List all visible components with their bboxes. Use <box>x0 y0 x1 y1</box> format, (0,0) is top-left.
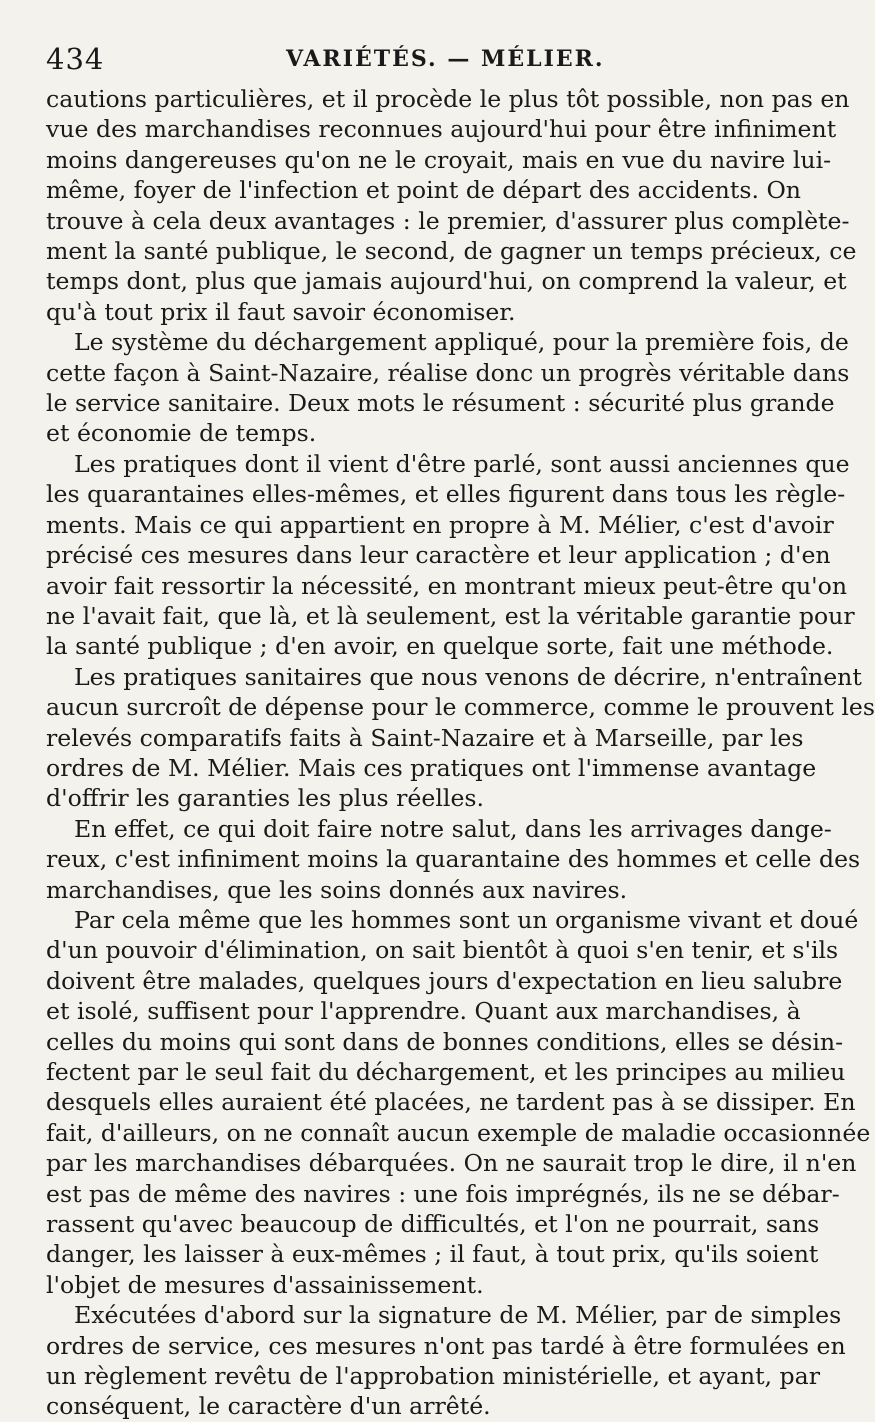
text-line: vue des marchandises reconnues aujourd'hui pour être infiniment <box>46 115 837 144</box>
text-line: temps dont, plus que jamais aujourd'hui, on comprend la valeur, et <box>46 267 847 296</box>
text-line: cette façon à Saint-Nazaire, réalise donc un progrès véritable dans <box>46 358 850 387</box>
text-line: les quarantaines elles-mêmes, et elles figurent dans tous les règle- <box>46 480 846 509</box>
text-line: Les pratiques dont il vient d'être parlé, sont aussi anciennes que <box>74 449 850 478</box>
text-line: est pas de même des navires : une fois imprégnés, ils ne se débar- <box>46 1179 840 1208</box>
page-number: 434 <box>46 42 105 76</box>
text-line: le service sanitaire. Deux mots le résument : sécurité plus grande <box>46 389 835 418</box>
paragraph <box>46 814 861 905</box>
text-line: d'offrir les garanties les plus réelles. <box>46 784 485 813</box>
text-line: conséquent, le caractère d'un arrêté. <box>46 1392 491 1421</box>
text-line: avoir fait ressortir la nécessité, en montrant mieux peut-être qu'on <box>46 571 848 600</box>
paragraph <box>46 449 855 662</box>
paragraph <box>46 905 871 1300</box>
text-line: Exécutées d'abord sur la signature de M. Mélier, par de simples <box>74 1301 842 1330</box>
text-line: danger, les laisser à eux-mêmes ; il faut, à tout prix, qu'ils soient <box>46 1240 819 1269</box>
text-line: l'objet de mesures d'assainissement. <box>46 1270 484 1299</box>
text-line: cautions particulières, et il procède le plus tôt possible, non pas en <box>46 85 850 113</box>
paragraph <box>46 662 875 814</box>
text-line: trouve à cela deux avantages : le premier, d'assurer plus complète- <box>46 206 850 235</box>
text-line: aucun surcroît de dépense pour le commerce, comme le prouvent les <box>46 693 875 722</box>
text-line: celles du moins qui sont dans de bonnes conditions, elles se désin- <box>46 1027 844 1056</box>
text-line: et économie de temps. <box>46 419 317 448</box>
text-line: fectent par le seul fait du déchargement, et les principes au milieu <box>46 1058 846 1086</box>
text-line: Les pratiques sanitaires que nous venons de décrire, n'entraînent <box>74 662 862 691</box>
text-line: qu'à tout prix il faut savoir économiser. <box>46 297 516 326</box>
text-line: ordres de service, ces mesures n'ont pas tardé à être formulées en <box>46 1331 846 1360</box>
text-line: d'un pouvoir d'élimination, on sait bientôt à quoi s'en tenir, et s'ils <box>46 936 839 965</box>
text-line: Par cela même que les hommes sont un organisme vivant et doué <box>74 905 859 934</box>
text-line: rassent qu'avec beaucoup de difficultés, et l'on ne pourrait, sans <box>46 1210 820 1239</box>
text-line: ments. Mais ce qui appartient en propre à M. Mélier, c'est d'avoir <box>46 510 834 539</box>
text-line: et isolé, suffisent pour l'apprendre. Quant aux marchandises, à <box>46 997 801 1026</box>
paragraph <box>46 84 857 327</box>
text-line: relevés comparatifs faits à Saint-Nazaire et à Marseille, par les <box>46 723 804 752</box>
text-line: desquels elles auraient été placées, ne tardent pas à se dissiper. En <box>46 1088 856 1117</box>
text-line: précisé ces mesures dans leur caractère et leur application ; d'en <box>46 541 831 570</box>
text-line: même, foyer de l'infection et point de départ des accidents. On <box>46 176 801 205</box>
text-line: fait, d'ailleurs, on ne connaît aucun exemple de maladie occasionnée <box>46 1118 871 1147</box>
paragraph <box>46 327 850 449</box>
text-line: doivent être malades, quelques jours d'expectation en lieu salubre <box>46 966 843 995</box>
text-line: Le système du déchargement appliqué, pour la première fois, de <box>74 328 849 357</box>
text-line: un règlement revêtu de l'approbation ministérielle, et ayant, par <box>46 1362 820 1391</box>
paragraph <box>46 1300 846 1422</box>
text-line: la santé publique ; d'en avoir, en quelque sorte, fait une méthode. <box>46 632 834 661</box>
running-head <box>46 34 786 84</box>
text-line: ment la santé publique, le second, de gagner un temps précieux, ce <box>46 237 857 266</box>
text-line: moins dangereuses qu'on ne le croyait, mais en vue du navire lui- <box>46 145 832 174</box>
running-title: VARIÉTÉS. — MÉLIER. <box>286 46 605 72</box>
text-line: En effet, ce qui doit faire notre salut, dans les arrivages dange- <box>74 814 832 843</box>
body-text <box>46 84 875 1422</box>
text-line: ne l'avait fait, que là, et là seulement, est la véritable garantie pour <box>46 601 855 630</box>
text-line: par les marchandises débarquées. On ne saurait trop le dire, il n'en <box>46 1149 857 1178</box>
text-line: ordres de M. Mélier. Mais ces pratiques ont l'immense avantage <box>46 753 817 782</box>
text-line: marchandises, que les soins donnés aux navires. <box>46 875 628 904</box>
text-line: reux, c'est infiniment moins la quarantaine des hommes et celle des <box>46 845 861 874</box>
